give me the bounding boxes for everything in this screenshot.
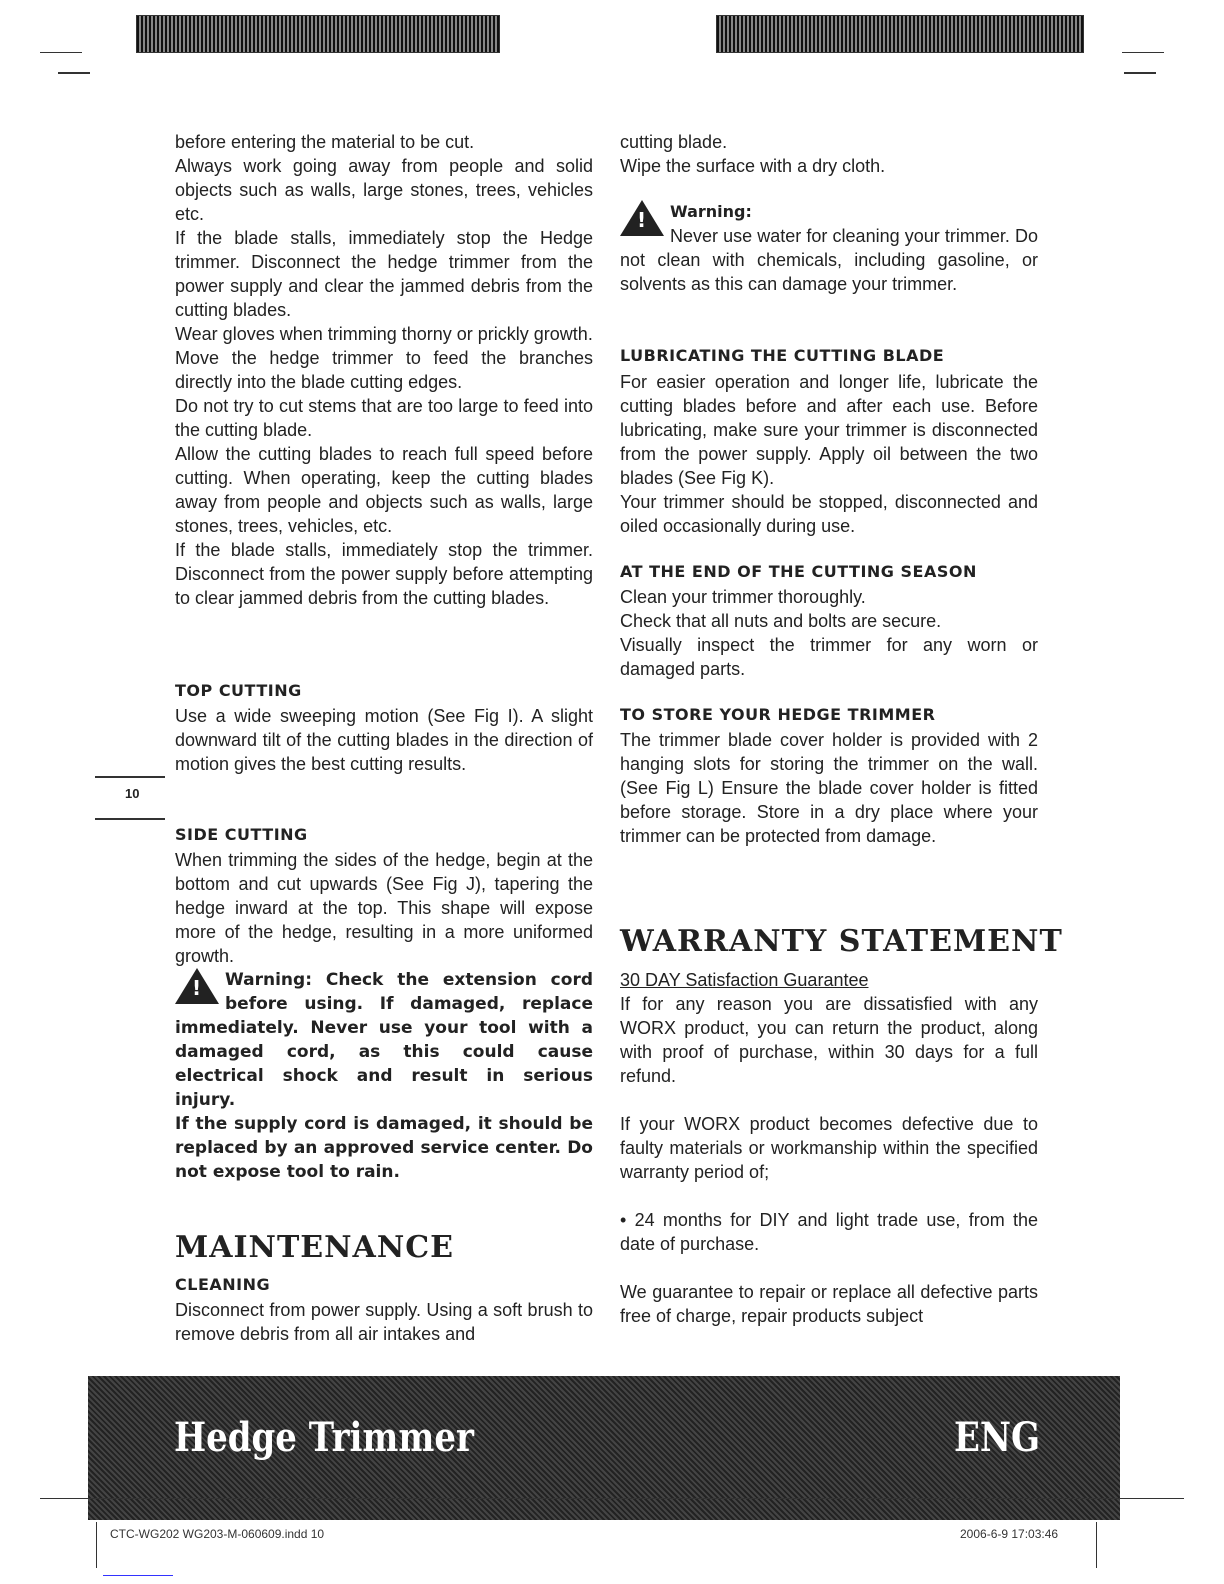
top-cutting-text: Use a wide sweeping motion (See Fig I). A slight downward tilt of the cutting blades in the direction of motion gives the best cutting results. xyxy=(175,706,593,774)
color-calibration-bar-left xyxy=(136,15,500,53)
lubricating-heading: LUBRICATING THE CUTTING BLADE xyxy=(620,346,945,365)
paragraph: Always work going away from people and solid objects such as walls, large stones, trees, vehicles etc. xyxy=(175,156,593,224)
footer-filename: CTC-WG202 WG203-M-060609.indd 10 xyxy=(110,1527,325,1541)
cleaning-text: Disconnect from power supply. Using a soft brush to remove debris from all air intakes and xyxy=(175,1300,593,1344)
season-heading: AT THE END OF THE CUTTING SEASON xyxy=(620,562,977,581)
left-intro xyxy=(175,130,593,610)
footer-rule xyxy=(103,1575,173,1576)
footer-timestamp: 2006-6-9 17:03:46 xyxy=(960,1527,1059,1541)
top-cutting-heading: TOP CUTTING xyxy=(175,681,302,700)
paragraph: Clean your trimmer thoroughly. xyxy=(620,587,866,607)
language-code: ENG xyxy=(954,1414,1041,1461)
warning-text: If the supply cord is damaged, it should be replaced by an approved service center. Do not expose tool to rain. xyxy=(175,1114,593,1182)
warning-icon xyxy=(175,968,219,1004)
warranty-heading: WARRANTY STATEMENT xyxy=(620,924,1063,959)
paragraph: We guarantee to repair or replace all defective parts free of charge, repair products subject xyxy=(620,1282,1038,1326)
extension-cord-warning xyxy=(175,968,593,1184)
paragraph: Move the hedge trimmer to feed the branches directly into the blade cutting edges. xyxy=(175,348,593,392)
side-cutting-heading: SIDE CUTTING xyxy=(175,825,308,844)
warranty-subheading: 30 DAY Satisfaction Guarantee xyxy=(620,970,869,990)
page-number: 10 xyxy=(125,786,140,801)
crop-mark xyxy=(1122,52,1164,53)
crop-mark xyxy=(1096,1522,1097,1568)
paragraph: Wipe the surface with a dry cloth. xyxy=(620,156,886,176)
paragraph: Check that all nuts and bolts are secure. xyxy=(620,611,942,631)
paragraph: If the blade stalls, immediately stop the Hedge trimmer. Disconnect the hedge trimmer from the power supply and clear the jammed debris from the cutting blades. xyxy=(175,228,593,320)
paragraph: before entering the material to be cut. xyxy=(175,132,475,152)
warning-text: Warning: Check the extension cord before using. If damaged, replace immediately. Never use your tool with a damaged cord, as this could cause electrical shock and result in serious injury. xyxy=(175,970,593,1110)
paragraph: Allow the cutting blades to reach full speed before cutting. When operating, keep the cutting blades away from people and objects such as walls, large stones, trees, vehicles, etc. xyxy=(175,444,593,536)
bullet-item: • 24 months for DIY and light trade use, from the date of purchase. xyxy=(620,1210,1038,1254)
side-cutting-text: When trimming the sides of the hedge, begin at the bottom and cut upwards (See Fig J), tapering the hedge inward at the top. This shape will expose more of the hedge, resulting in a more uniformed growth. xyxy=(175,850,593,966)
paragraph: Your trimmer should be stopped, disconnected and oiled occasionally during use. xyxy=(620,492,1038,536)
paragraph: Wear gloves when trimming thorny or prickly growth. xyxy=(175,324,593,344)
page-number-rule xyxy=(95,818,165,820)
page-number-rule xyxy=(95,776,165,778)
paragraph: If your WORX product becomes defective due to faulty materials or workmanship within the specified warranty period of; xyxy=(620,1114,1038,1182)
crop-mark xyxy=(40,1498,1184,1499)
crop-mark xyxy=(96,1522,97,1568)
paragraph: The trimmer blade cover holder is provided with 2 hanging slots for storing the trimmer on the wall. (See Fig L) Ensure the blade cover holder is fitted before storage. Store in a dry place where your trimmer can be protected from damage. xyxy=(620,730,1038,846)
maintenance-heading: MAINTENANCE xyxy=(175,1230,454,1265)
product-title: Hedge Trimmer xyxy=(174,1414,474,1461)
paragraph: Visually inspect the trimmer for any worn or damaged parts. xyxy=(620,635,1038,679)
paragraph: cutting blade. xyxy=(620,132,728,152)
paragraph: If for any reason you are dissatisfied with any WORX product, you can return the product, along with proof of purchase, within 30 days for a full refund. xyxy=(620,994,1038,1086)
water-warning xyxy=(620,200,1038,296)
warning-heading: Warning: xyxy=(670,202,752,221)
paragraph: For easier operation and longer life, lubricate the cutting blades before and after each use. Before lubricating, make sure your trimmer is disconnected from the power supply. Apply oil between the two blades (See Fig K). xyxy=(620,372,1038,488)
warning-text: Never use water for cleaning your trimmer. Do not clean with chemicals, including gasoline, or solvents as this can damage your trimmer. xyxy=(620,226,1038,294)
crop-mark xyxy=(1124,72,1156,74)
store-heading: TO STORE YOUR HEDGE TRIMMER xyxy=(620,705,936,724)
warning-icon xyxy=(620,200,664,236)
crop-mark xyxy=(58,72,90,74)
crop-mark xyxy=(40,52,82,53)
color-calibration-bar-right xyxy=(716,15,1084,53)
paragraph: If the blade stalls, immediately stop the trimmer. Disconnect from the power supply before attempting to clear jammed debris from the cutting blades. xyxy=(175,540,593,608)
paragraph: Do not try to cut stems that are too large to feed into the cutting blade. xyxy=(175,396,593,440)
cleaning-heading: CLEANING xyxy=(175,1275,271,1294)
